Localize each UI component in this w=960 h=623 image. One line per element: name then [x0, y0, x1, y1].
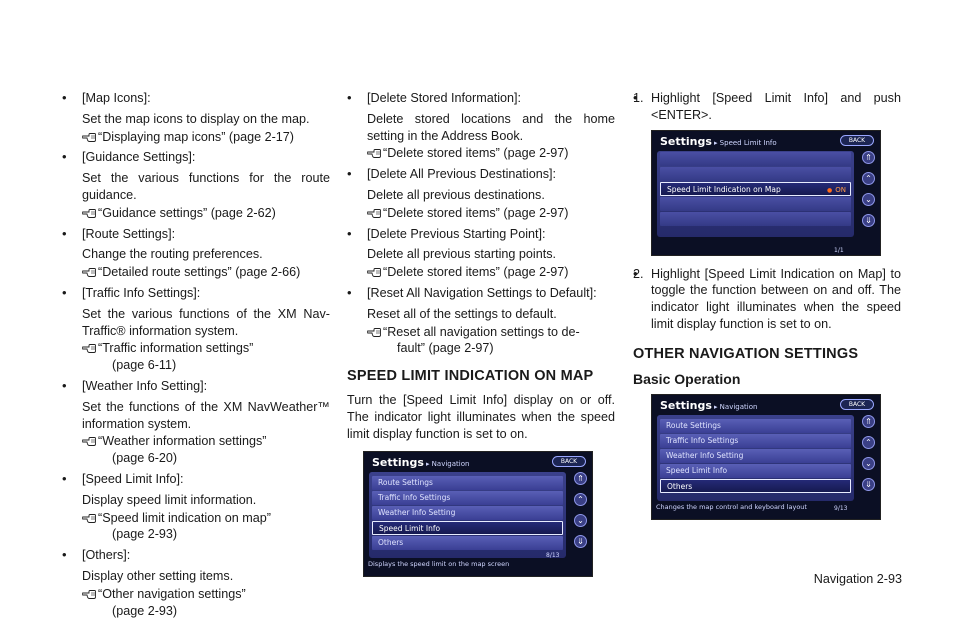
item-reference[interactable]: “Delete stored items” (page 2-97) [347, 145, 615, 162]
item-reference[interactable]: “Traffic information settings” (page 6-11) [62, 340, 330, 374]
column-right [633, 90, 901, 520]
item-description: Set the functions of the XM NavWeather™ information system. [82, 399, 330, 431]
speed-limit-info-screen [651, 130, 881, 256]
back-button[interactable]: BACK [840, 135, 874, 146]
scroll-controls [574, 472, 588, 556]
item-reference[interactable]: “Guidance settings” (page 2-62) [62, 205, 330, 222]
pointing-hand-icon [82, 512, 96, 524]
step-1: • 1. Highlight [Speed Limit Info] and push <ENTER>. [633, 90, 901, 124]
pointing-hand-icon [82, 266, 96, 278]
screen-title: Settings ▸ Navigation [660, 398, 758, 412]
list-item [347, 166, 615, 221]
settings-list [657, 415, 854, 501]
list-item[interactable]: Route Settings [372, 476, 563, 490]
list-item [62, 149, 330, 221]
pointing-hand-icon [367, 266, 381, 278]
scroll-bottom-icon[interactable]: ⇓ [862, 478, 875, 491]
scroll-controls [862, 415, 876, 499]
settings-list [657, 151, 854, 237]
list-item [62, 471, 330, 543]
pointing-hand-icon [367, 207, 381, 219]
list-item [347, 90, 615, 162]
screen-title: Settings ▸ Navigation [372, 455, 470, 469]
page-counter: 9/13 [834, 504, 848, 512]
item-reference[interactable]: “Detailed route settings” (page 2-66) [62, 264, 330, 281]
column-middle [347, 90, 615, 577]
pointing-hand-icon [82, 131, 96, 143]
item-heading: • [Traffic Info Settings]: [62, 285, 330, 302]
scroll-up-icon[interactable]: ⌃ [574, 493, 587, 506]
item-heading: • [Others]: [62, 547, 330, 564]
item-heading: • [Reset All Navigation Settings to Default]: [347, 285, 615, 302]
pointing-hand-icon [82, 207, 96, 219]
basic-operation-heading: Basic Operation [633, 370, 741, 387]
list-item[interactable]: Weather Info Setting [372, 506, 563, 520]
page-counter: 8/13 [546, 551, 560, 559]
item-reference[interactable]: “Other navigation settings” (page 2-93) [62, 586, 330, 620]
list-item [347, 226, 615, 281]
item-description: Delete all previous destinations. [367, 187, 545, 202]
back-button[interactable]: BACK [840, 399, 874, 410]
speed-limit-body: Turn the [Speed Limit Info] display on or off. The indicator light illuminates when the speed limit display function is set to on. [347, 393, 615, 441]
scroll-top-icon[interactable]: ⇑ [862, 415, 875, 428]
screen-footer: Changes the map control and keyboard layout [656, 502, 807, 511]
item-reference[interactable]: “Reset all navigation settings to de- fault” (page 2-97) [347, 324, 615, 358]
scroll-top-icon[interactable]: ⇑ [574, 472, 587, 485]
list-item [62, 285, 330, 374]
item-description: Set the various functions of the XM Nav-Traffic® information system. [82, 306, 330, 338]
back-button[interactable]: BACK [552, 456, 586, 467]
pointing-hand-icon [82, 588, 96, 600]
item-description: Set the map icons to display on the map. [82, 111, 310, 126]
item-heading: • [Route Settings]: [62, 226, 330, 243]
list-item [62, 547, 330, 619]
navigation-settings-screen [363, 451, 593, 577]
scroll-down-icon[interactable]: ⌄ [862, 457, 875, 470]
item-description: Display speed limit information. [82, 492, 257, 507]
column-left [62, 90, 330, 623]
item-heading: • [Delete Stored Information]: [347, 90, 615, 107]
list-item [62, 226, 330, 281]
list-item[interactable]: Traffic Info Settings [660, 434, 851, 448]
on-indicator: ● ON [827, 183, 846, 198]
page-counter: 1/1 [834, 246, 844, 254]
item-heading: • [Map Icons]: [62, 90, 330, 107]
other-settings-heading: OTHER NAVIGATION SETTINGS [633, 345, 859, 362]
scroll-top-icon[interactable]: ⇑ [862, 151, 875, 164]
scroll-bottom-icon[interactable]: ⇓ [574, 535, 587, 548]
item-reference[interactable]: “Delete stored items” (page 2-97) [347, 205, 615, 222]
step-2: • 2. Highlight [Speed Limit Indication on Map] to toggle the function between on and off. The indicator light illuminates when the speed limit display function is set to on. [633, 266, 901, 333]
pointing-hand-icon [82, 342, 96, 354]
pointing-hand-icon [367, 326, 381, 338]
navigation-settings-screen-2 [651, 394, 881, 520]
scroll-down-icon[interactable]: ⌄ [574, 514, 587, 527]
pointing-hand-icon [82, 435, 96, 447]
scroll-bottom-icon[interactable]: ⇓ [862, 214, 875, 227]
item-heading: • [Speed Limit Info]: [62, 471, 330, 488]
item-description: Reset all of the settings to default. [367, 306, 557, 321]
scroll-controls [862, 151, 876, 235]
screen-title: Settings ▸ Speed Limit Info [660, 134, 777, 148]
list-item[interactable]: Traffic Info Settings [372, 491, 563, 505]
item-heading: • [Guidance Settings]: [62, 149, 330, 166]
item-reference[interactable]: “Speed limit indication on map” (page 2-93) [62, 510, 330, 544]
list-item[interactable]: Others [372, 536, 563, 550]
list-item-selected[interactable]: Speed Limit Indication on Map ● ON [660, 182, 851, 196]
scroll-up-icon[interactable]: ⌃ [862, 436, 875, 449]
item-heading: • [Delete All Previous Destinations]: [347, 166, 615, 183]
list-item-selected[interactable]: Speed Limit Info [372, 521, 563, 535]
item-description: Delete all previous starting points. [367, 247, 557, 262]
page-footer: Navigation 2-93 [813, 572, 902, 586]
item-reference[interactable]: “Displaying map icons” (page 2-17) [62, 129, 330, 146]
item-heading: • [Weather Info Setting]: [62, 378, 330, 395]
list-item-selected[interactable]: Others [660, 479, 851, 493]
settings-list [369, 472, 566, 558]
scroll-down-icon[interactable]: ⌄ [862, 193, 875, 206]
item-description: Change the routing preferences. [82, 247, 263, 262]
item-reference[interactable]: “Weather information settings” (page 6-20) [62, 433, 330, 467]
speed-limit-heading: SPEED LIMIT INDICATION ON MAP [347, 368, 594, 385]
item-description: Delete stored locations and the home setting in the Address Book. [367, 111, 615, 143]
list-item [347, 285, 615, 357]
screen-footer: Displays the speed limit on the map screen [368, 559, 510, 568]
pointing-hand-icon [367, 147, 381, 159]
scroll-up-icon[interactable]: ⌃ [862, 172, 875, 185]
list-item [62, 378, 330, 467]
list-item[interactable]: Weather Info Setting [660, 449, 851, 463]
item-reference[interactable]: “Delete stored items” (page 2-97) [347, 264, 615, 281]
list-item[interactable]: Route Settings [660, 419, 851, 433]
list-item[interactable]: Speed Limit Info [660, 464, 851, 478]
list-item [62, 90, 330, 145]
item-heading: • [Delete Previous Starting Point]: [347, 226, 615, 243]
item-description: Set the various functions for the route guidance. [82, 171, 330, 202]
item-description: Display other setting items. [82, 568, 234, 583]
